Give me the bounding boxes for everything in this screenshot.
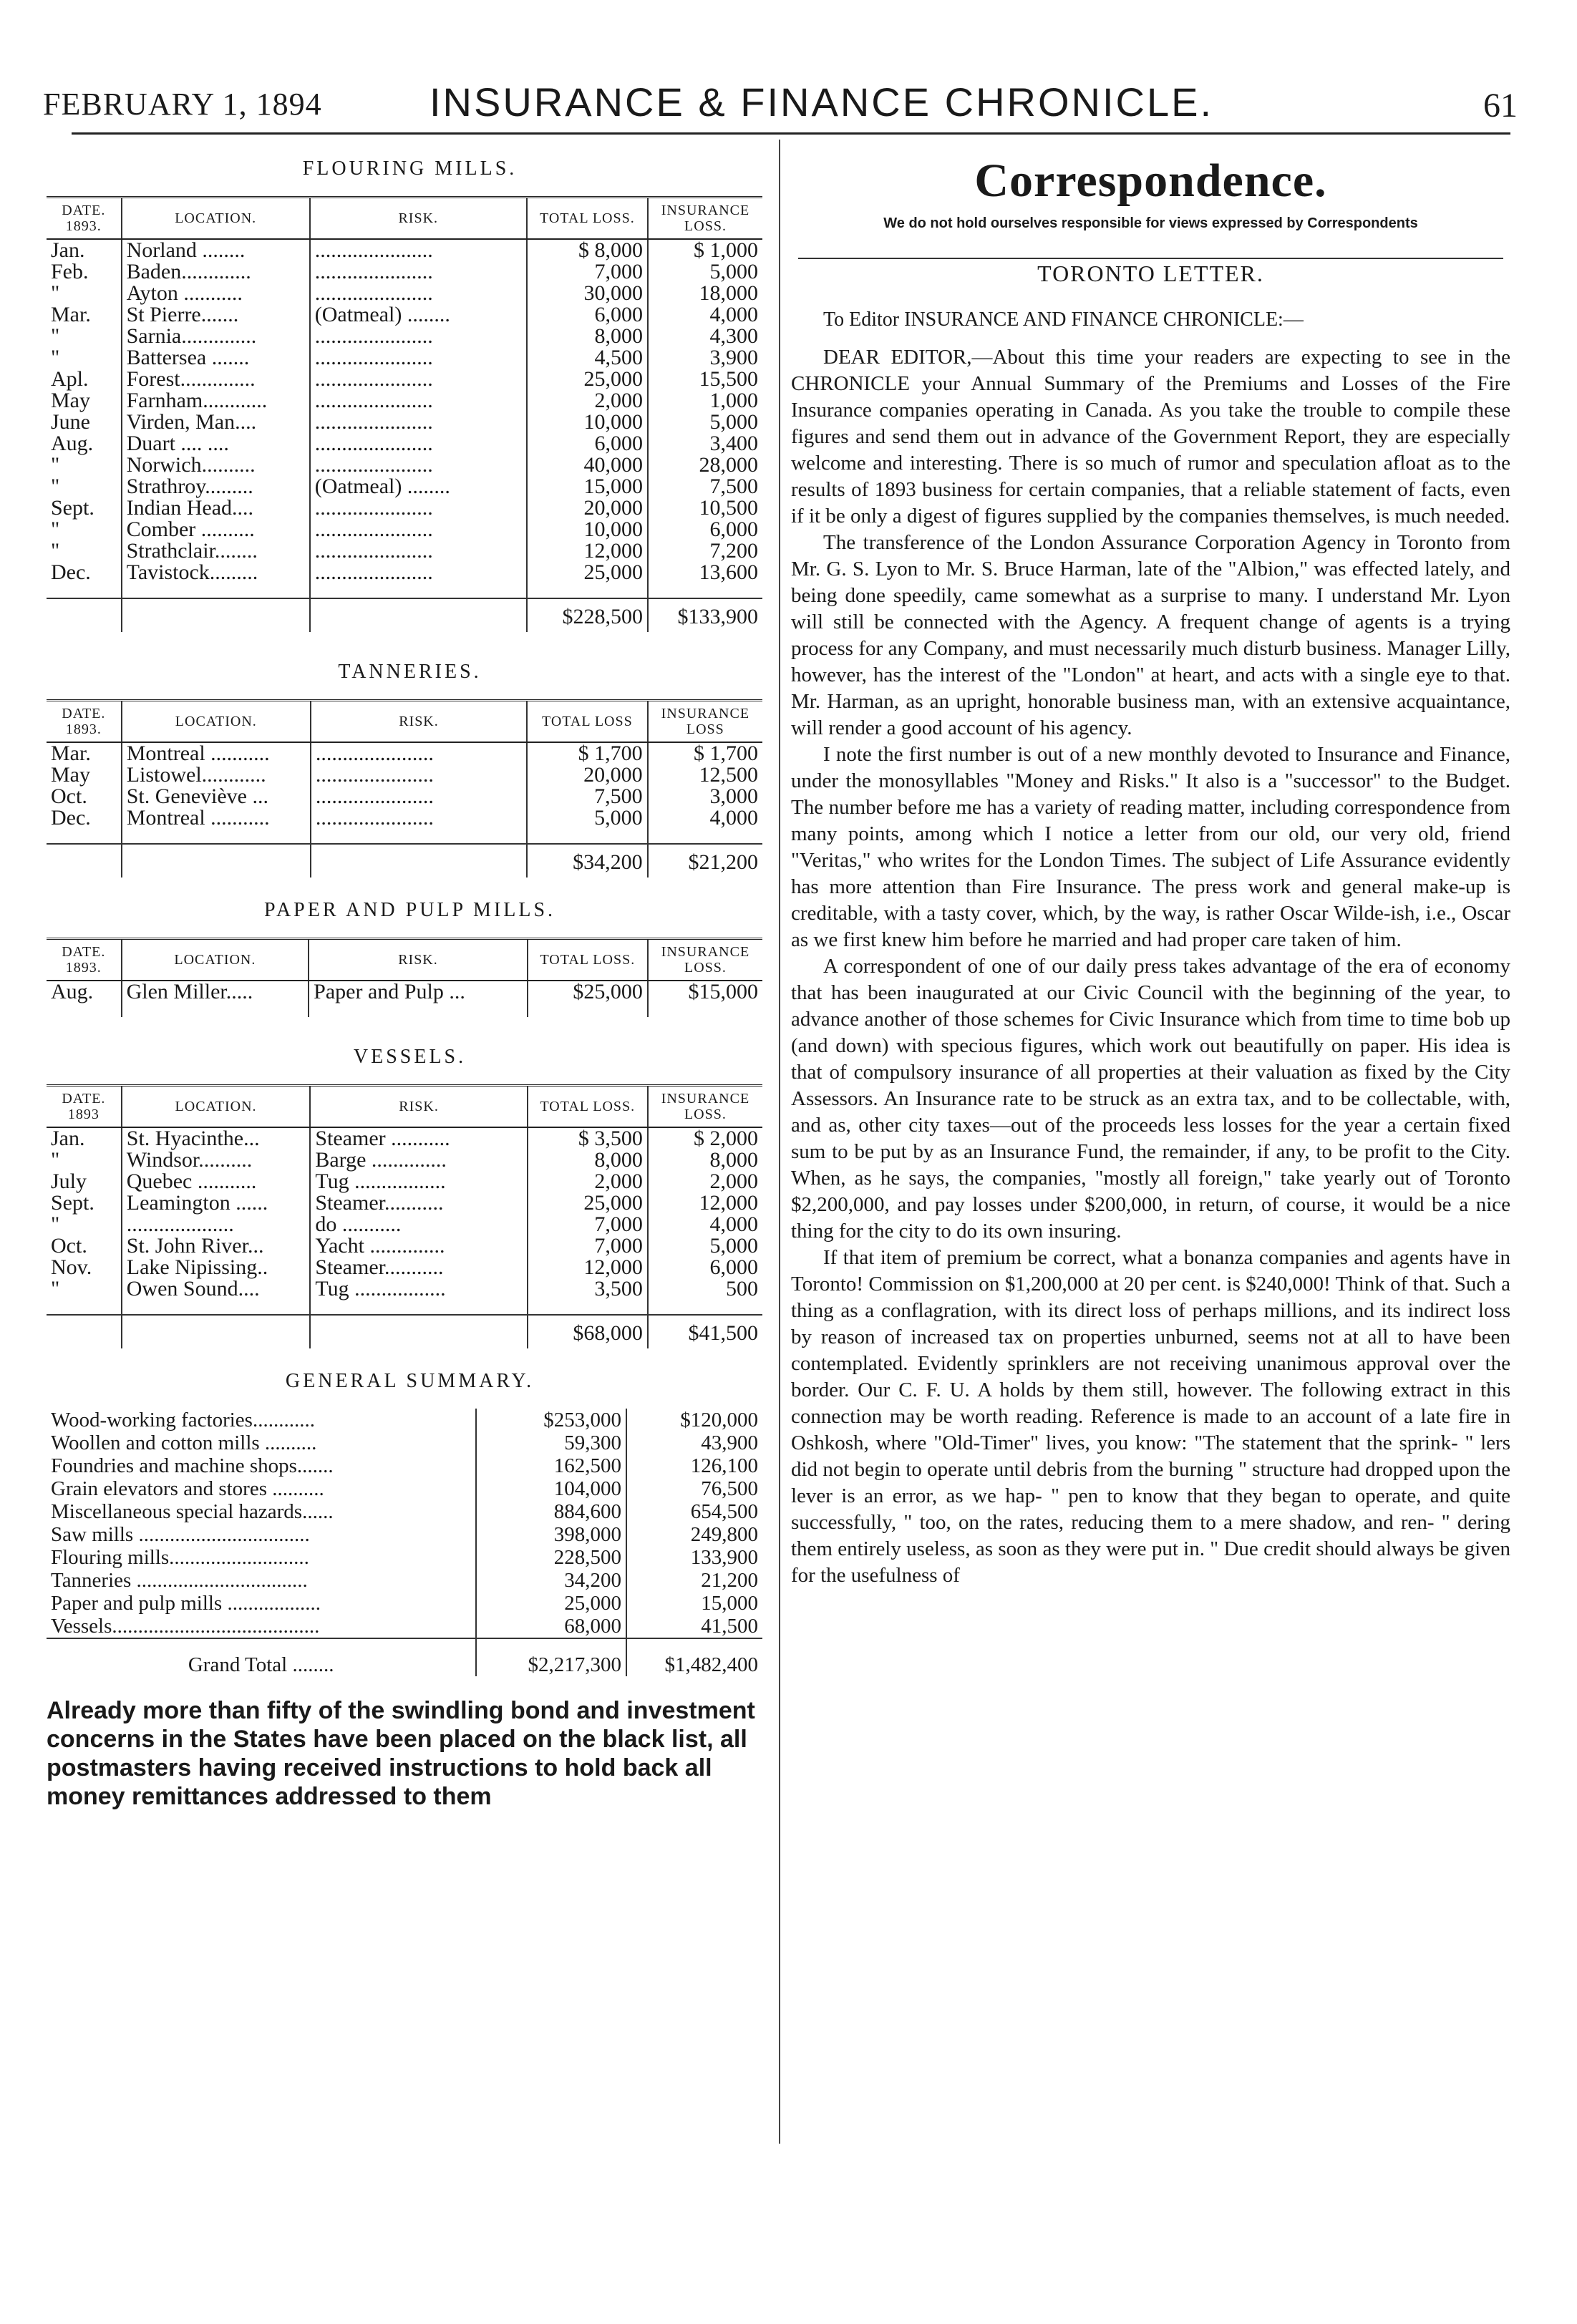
- row-risk: Tug .................: [310, 1278, 527, 1300]
- summary-insurance-loss: 15,000: [701, 1592, 758, 1615]
- row-total-loss: 8,000: [528, 1149, 648, 1171]
- row-total-loss: 25,000: [527, 369, 648, 390]
- table-row: [47, 562, 762, 583]
- row-insurance-loss: 4,000: [709, 1212, 758, 1236]
- summary-category: Flouring mills...........................: [47, 1546, 476, 1569]
- table-row: [47, 390, 762, 412]
- row-risk: Steamer...........: [310, 1257, 527, 1278]
- table-row: [47, 786, 762, 807]
- general-summary-rows: [47, 1409, 762, 1638]
- letter-paragraph: The transference of the London Assurance Corporation Agency in Toronto from Mr. G. S. Lyon to Mr. S. Bruce Harman, late of the "Albion," was effected lately, and being done speedily, came somewhat as a surprise to many. I understand Mr. Lyon will still be connected with the Agency. A frequent change of agents is a trying process for any Company, and must necessarily much disturb business. Manager Lilly, however, has the interest of the "London" at heart, and acts with a single eye to that. Mr. Harman, as an upright, honorable business man, with an extensive acquaintance, will render a good account of his agency.: [791, 531, 1510, 739]
- summary-category: Foundries and machine shops.......: [47, 1454, 476, 1477]
- row-date: ": [47, 1278, 122, 1300]
- row-total-loss: 2,000: [527, 390, 648, 412]
- row-location: Listowel............: [122, 764, 311, 786]
- row-total-loss: 8,000: [527, 326, 648, 347]
- row-total-loss: 12,000: [527, 540, 648, 562]
- table-row: [47, 326, 762, 347]
- row-insurance-loss: 5,000: [709, 1234, 758, 1258]
- row-location: Windsor..........: [122, 1149, 311, 1171]
- row-location: Farnham............: [122, 390, 310, 412]
- row-date: Dec.: [47, 562, 122, 583]
- row-insurance-loss: $15,000: [688, 980, 758, 1003]
- row-risk: ......................: [310, 433, 527, 454]
- letter-paragraph: I note the first number is out of a new monthly devoted to Insurance and Finance, under the monosyllables "Money and Risks." It also is a "successor" to the Budget. The number before me has a variety of reading matter, including correspondence from many points, among which I notice a letter from our old, our very old, friend "Veritas," who writes for the London Times. The subject of Life Assurance evidently has more attention than Fire Insurance. The press work and general make-up is creditable, with a tasty cover, which, by the way, is rather Oscar Wilde-ish, i.e., Oscar as we first knew him before he married and had proper care taken of him.: [791, 743, 1510, 951]
- row-date: ": [47, 326, 122, 347]
- row-total-loss: 20,000: [527, 497, 648, 519]
- summary-row: [47, 1569, 762, 1592]
- table-row: [47, 497, 762, 519]
- row-risk: Steamer ...........: [310, 1127, 527, 1149]
- flouring-mills-title: FLOURING MILLS.: [302, 157, 518, 180]
- letter-title: TORONTO LETTER.: [1037, 261, 1264, 286]
- row-risk: (Oatmeal) ........: [310, 304, 527, 326]
- table-header-row: [47, 701, 762, 743]
- row-risk: Paper and Pulp ...: [309, 981, 528, 1003]
- row-insurance-loss: 28,000: [699, 453, 758, 477]
- divider-rule: [798, 258, 1503, 259]
- row-location: St. John River...: [122, 1235, 311, 1257]
- row-total-loss: 7,000: [528, 1214, 648, 1235]
- row-location: Ayton ...........: [122, 283, 310, 304]
- row-date: Sept.: [47, 1192, 122, 1214]
- table-row: [47, 304, 762, 326]
- row-location: Comber ..........: [122, 519, 310, 540]
- row-total-loss: 10,000: [527, 519, 648, 540]
- table-row: [47, 764, 762, 786]
- table-spacer: [47, 1003, 762, 1017]
- row-total-loss: $ 1,700: [527, 742, 648, 764]
- row-date: Oct.: [47, 786, 122, 807]
- correspondence-disclaimer: We do not hold ourselves responsible for views expressed by Correspondents: [883, 215, 1418, 231]
- letter-salutation: To Editor INSURANCE AND FINANCE CHRONICLE:—: [823, 308, 1304, 331]
- summary-category: Saw mills .................................: [47, 1523, 476, 1546]
- col-header-risk: RISK.: [311, 701, 527, 743]
- row-date: ": [47, 454, 122, 476]
- table-total-row: [47, 1315, 762, 1348]
- summary-total-loss: 59,300: [476, 1431, 626, 1454]
- flouring-mills-rows: [47, 239, 762, 598]
- summary-total-loss: 398,000: [476, 1523, 626, 1546]
- summary-total-loss: 68,000: [476, 1615, 626, 1638]
- row-location: Lake Nipissing..: [122, 1257, 311, 1278]
- summary-category: Paper and pulp mills ..................: [47, 1592, 476, 1615]
- col-header-date: DATE. 1893.: [47, 198, 122, 240]
- row-total-loss: 2,000: [528, 1171, 648, 1192]
- summary-insurance-loss: 654,500: [690, 1500, 758, 1523]
- row-location: Owen Sound....: [122, 1278, 311, 1300]
- row-insurance-loss: 7,500: [709, 475, 758, 498]
- table-row: [47, 239, 762, 261]
- row-risk: Barge ..............: [310, 1149, 527, 1171]
- row-date: ": [47, 540, 122, 562]
- row-risk: Steamer...........: [310, 1192, 527, 1214]
- grand-total-insurance: $1,482,400: [626, 1638, 762, 1676]
- summary-insurance-loss: 43,900: [701, 1431, 758, 1454]
- row-insurance-loss: 15,500: [699, 367, 758, 391]
- row-insurance-loss: $ 2,000: [694, 1127, 758, 1150]
- row-insurance-loss: $ 1,700: [694, 742, 758, 765]
- summary-total-loss: 884,600: [476, 1500, 626, 1523]
- row-location: Leamington ......: [122, 1192, 311, 1214]
- row-insurance-loss: 18,000: [699, 281, 758, 305]
- col-header-location: LOCATION.: [122, 701, 311, 743]
- row-risk: ......................: [311, 742, 527, 764]
- row-risk: ......................: [311, 786, 527, 807]
- col-header-total-loss: TOTAL LOSS: [527, 701, 648, 743]
- table-row: [47, 1235, 762, 1257]
- table-header-row: [47, 1086, 762, 1128]
- row-insurance-loss: 5,000: [709, 410, 758, 434]
- row-total-loss: 12,000: [528, 1257, 648, 1278]
- letter-paragraph: A correspondent of one of our daily press takes advantage of the era of economy that has been inaugurated at our Civic Council with the beginning of the year, to advance another of those schemes for Civic Insurance which from time to time bob up (and down) with specious figures, which work out beautifully on paper. His idea is that of compulsory insurance of all properties at their valuation as fixed by the City Assessors. An Insurance rate to be struck as an extra tax, and to be collectable, with, and as, other city taxes—out of the proceeds less losses for the year a certain fixed sum to be put by as an Insurance Fund, the remainder, if any, to be profit to the City. When, as he says, the companies, "mostly all foreign," take yearly out of Toronto $2,200,000, and pay losses under $200,000, in return, of course, it would be a nice thing for the city to do its own insuring.: [791, 955, 1510, 1243]
- row-total-loss: 7,500: [527, 786, 648, 807]
- col-header-location: LOCATION.: [122, 1086, 311, 1128]
- table-header-row: [47, 198, 762, 240]
- row-date: ": [47, 1214, 122, 1235]
- row-total-loss: 7,000: [527, 261, 648, 283]
- col-header-insurance-loss: INSURANCE LOSS.: [648, 1086, 762, 1128]
- insurance-loss-total: $41,500: [648, 1315, 762, 1348]
- row-location: St. Geneviève ...: [122, 786, 311, 807]
- insurance-loss-total: $133,900: [648, 598, 762, 632]
- vessels-title: VESSELS.: [353, 1046, 467, 1068]
- summary-row: [47, 1615, 762, 1638]
- issue-date: FEBRUARY 1, 1894: [43, 87, 322, 122]
- row-date: Nov.: [47, 1257, 122, 1278]
- summary-category: Tanneries .................................: [47, 1569, 476, 1592]
- row-total-loss: 6,000: [527, 433, 648, 454]
- general-summary-table: [47, 1409, 762, 1676]
- flouring-mills-table: [47, 196, 762, 632]
- paper-mills-title: PAPER AND PULP MILLS.: [263, 899, 556, 921]
- row-date: ": [47, 476, 122, 497]
- table-spacer: [47, 1300, 762, 1315]
- summary-row: [47, 1409, 762, 1431]
- row-location: ....................: [122, 1214, 311, 1235]
- grand-total-value: $2,217,300: [476, 1638, 626, 1676]
- row-date: ": [47, 519, 122, 540]
- row-location: Norwich..........: [122, 454, 310, 476]
- table-row: [47, 412, 762, 433]
- summary-row: [47, 1592, 762, 1615]
- row-location: Glen Miller.....: [122, 981, 309, 1003]
- row-risk: ......................: [310, 519, 527, 540]
- table-spacer: [47, 829, 762, 844]
- total-loss: $68,000: [528, 1315, 648, 1348]
- row-total-loss: $25,000: [528, 981, 648, 1003]
- row-risk: ......................: [310, 261, 527, 283]
- row-date: Aug.: [47, 981, 122, 1003]
- col-header-location: LOCATION.: [122, 198, 310, 240]
- page-number: 61: [1483, 87, 1518, 125]
- row-insurance-loss: 6,000: [709, 517, 758, 541]
- row-location: Baden.............: [122, 261, 310, 283]
- col-header-total-loss: TOTAL LOSS.: [528, 1086, 648, 1128]
- table-row: [47, 519, 762, 540]
- row-insurance-loss: 12,000: [699, 1191, 758, 1215]
- table-total-row: [47, 844, 762, 877]
- row-date: ": [47, 1149, 122, 1171]
- row-total-loss: 10,000: [527, 412, 648, 433]
- col-header-date: DATE. 1893.: [47, 939, 122, 981]
- table-row: [47, 742, 762, 764]
- row-insurance-loss: 4,000: [709, 806, 758, 830]
- left-column: [47, 143, 773, 1811]
- total-loss: $228,500: [527, 598, 648, 632]
- table-spacer: [47, 583, 762, 598]
- grand-total-label: Grand Total ........: [47, 1638, 476, 1676]
- row-insurance-loss: 500: [726, 1277, 758, 1300]
- row-risk: ......................: [310, 412, 527, 433]
- row-date: Jan.: [47, 239, 122, 261]
- row-risk: ......................: [310, 326, 527, 347]
- row-risk: ......................: [310, 454, 527, 476]
- row-insurance-loss: 7,200: [709, 539, 758, 563]
- row-location: Montreal ...........: [122, 807, 311, 829]
- row-insurance-loss: 6,000: [709, 1255, 758, 1279]
- summary-category: Miscellaneous special hazards......: [47, 1500, 476, 1523]
- summary-category: Wood-working factories............: [47, 1409, 476, 1431]
- summary-row: [47, 1454, 762, 1477]
- col-header-insurance-loss: INSURANCE LOSS.: [648, 198, 762, 240]
- row-total-loss: 3,500: [528, 1278, 648, 1300]
- col-header-total-loss: TOTAL LOSS.: [527, 198, 648, 240]
- summary-total-loss: 34,200: [476, 1569, 626, 1592]
- column-divider: [779, 140, 780, 2144]
- table-total-row: [47, 598, 762, 632]
- table-row: [47, 540, 762, 562]
- row-location: Battersea .......: [122, 347, 310, 369]
- table-row: [47, 369, 762, 390]
- paper-mills-rows: [47, 981, 762, 1017]
- row-date: July: [47, 1171, 122, 1192]
- vessels-table: [47, 1084, 762, 1348]
- row-insurance-loss: 3,900: [709, 346, 758, 369]
- col-header-risk: RISK.: [310, 1086, 527, 1128]
- row-insurance-loss: 8,000: [709, 1148, 758, 1172]
- insurance-loss-total: $21,200: [648, 844, 762, 877]
- col-header-insurance-loss: INSURANCE LOSS: [648, 701, 762, 743]
- tanneries-rows: [47, 742, 762, 844]
- row-total-loss: 25,000: [527, 562, 648, 583]
- row-risk: do ...........: [310, 1214, 527, 1235]
- row-location: St. Hyacinthe...: [122, 1127, 311, 1149]
- row-date: ": [47, 347, 122, 369]
- row-date: Oct.: [47, 1235, 122, 1257]
- row-date: Aug.: [47, 433, 122, 454]
- table-row: [47, 1171, 762, 1192]
- summary-insurance-loss: 126,100: [690, 1454, 758, 1477]
- row-insurance-loss: 12,500: [699, 763, 758, 787]
- col-header-risk: RISK.: [310, 198, 527, 240]
- row-insurance-loss: $ 1,000: [694, 238, 758, 262]
- table-row: [47, 1278, 762, 1300]
- row-risk: ......................: [310, 562, 527, 583]
- row-total-loss: 6,000: [527, 304, 648, 326]
- table-row: [47, 347, 762, 369]
- row-risk: ......................: [311, 764, 527, 786]
- row-location: Strathclair........: [122, 540, 310, 562]
- row-date: Feb.: [47, 261, 122, 283]
- row-total-loss: 15,000: [527, 476, 648, 497]
- summary-insurance-loss: $120,000: [680, 1409, 758, 1431]
- table-row: [47, 454, 762, 476]
- summary-insurance-loss: 133,900: [690, 1546, 758, 1569]
- row-location: Strathroy.........: [122, 476, 310, 497]
- summary-category: Grain elevators and stores ..........: [47, 1477, 476, 1500]
- row-insurance-loss: 3,400: [709, 432, 758, 455]
- letter-paragraph: If that item of premium be correct, what a bonanza companies and agents have in Toronto! Commission on $1,200,000 at 20 per cent. is $240,000! Think of that. Such a thing as a conflagration, with its direct loss of perhaps millions, and its indirect loss by reason of increased tax on properties unburned, seems not at all to have been contemplated. Evidently sprinklers are not receiving unanimous approval over the border. Our C. F. U. A holds by them still, however. The following extract in this connection may be worth reading. Reference is made to an account of a late fire in Oshkosh, where "Old-Timer" lives, you know: "The statement that the sprink- " lers did not begin to operate until debris from the burning " structure had dropped upon the lever is an error, as we hap- " pen to know that they began to operate, and quite successfully, " too, on the rates, reducing them to a mere shadow, and ren- " dering them entirely useless, as soon as they were put in. " Due credit should always be given for the usefulness of: [791, 1246, 1510, 1587]
- row-date: June: [47, 412, 122, 433]
- row-date: Sept.: [47, 497, 122, 519]
- table-row: [47, 981, 762, 1003]
- col-header-date: DATE. 1893.: [47, 701, 122, 743]
- row-insurance-loss: 1,000: [709, 389, 758, 412]
- row-insurance-loss: 2,000: [709, 1170, 758, 1193]
- row-total-loss: $ 8,000: [527, 239, 648, 261]
- paper-mills-table: [47, 938, 762, 1017]
- row-risk: ......................: [310, 390, 527, 412]
- row-risk: ......................: [310, 369, 527, 390]
- table-row: [47, 261, 762, 283]
- row-total-loss: 30,000: [527, 283, 648, 304]
- row-insurance-loss: 4,300: [709, 324, 758, 348]
- row-location: Montreal ...........: [122, 742, 311, 764]
- row-total-loss: 25,000: [528, 1192, 648, 1214]
- col-header-location: LOCATION.: [122, 939, 309, 981]
- row-risk: ......................: [310, 540, 527, 562]
- row-total-loss: 5,000: [527, 807, 648, 829]
- summary-total-loss: 228,500: [476, 1546, 626, 1569]
- row-total-loss: 4,500: [527, 347, 648, 369]
- row-date: Mar.: [47, 304, 122, 326]
- correspondence-heading: Correspondence.: [974, 155, 1327, 207]
- letter-paragraph: DEAR EDITOR,—About this time your readers are expecting to see in the CHRONICLE your Annual Summary of the Premiums and Losses of the Fire Insurance companies operating in Canada. As you take the trouble to compile these figures and send them out in advance of the Government Report, they are especially welcome and interesting. There is so much of rumor and speculation afloat as to the results of 1893 business for certain companies, that a reliable statement of facts, even if it be only a digest of figures supplied by the companies themselves, is much needed.: [791, 346, 1510, 527]
- col-header-risk: RISK.: [309, 939, 528, 981]
- table-row: [47, 476, 762, 497]
- total-loss: $34,200: [527, 844, 648, 877]
- row-location: Quebec ...........: [122, 1171, 311, 1192]
- row-risk: ......................: [310, 239, 527, 261]
- row-date: May: [47, 390, 122, 412]
- row-date: Jan.: [47, 1127, 122, 1149]
- row-date: Mar.: [47, 742, 122, 764]
- summary-insurance-loss: 21,200: [701, 1569, 758, 1592]
- row-risk: ......................: [310, 347, 527, 369]
- right-column: [791, 143, 1510, 1589]
- header-rule: [72, 132, 1510, 135]
- summary-row: [47, 1546, 762, 1569]
- col-header-date: DATE. 1893: [47, 1086, 122, 1128]
- grand-total-row: [47, 1638, 762, 1676]
- row-risk: Tug .................: [310, 1171, 527, 1192]
- row-risk: ......................: [311, 807, 527, 829]
- row-insurance-loss: 13,600: [699, 560, 758, 584]
- row-total-loss: 20,000: [527, 764, 648, 786]
- col-header-total-loss: TOTAL LOSS.: [528, 939, 648, 981]
- letter-body: [791, 344, 1510, 1589]
- page-header: [43, 72, 1518, 125]
- summary-row: [47, 1477, 762, 1500]
- table-row: [47, 1149, 762, 1171]
- row-date: May: [47, 764, 122, 786]
- row-risk: ......................: [310, 497, 527, 519]
- summary-total-loss: 104,000: [476, 1477, 626, 1500]
- row-date: Dec.: [47, 807, 122, 829]
- row-insurance-loss: 3,000: [709, 784, 758, 808]
- summary-insurance-loss: 249,800: [690, 1523, 758, 1546]
- row-date: ": [47, 283, 122, 304]
- tanneries-title: TANNERIES.: [338, 661, 482, 683]
- summary-row: [47, 1523, 762, 1546]
- table-row: [47, 1127, 762, 1149]
- row-insurance-loss: 5,000: [709, 260, 758, 283]
- summary-category: Vessels........................................: [47, 1615, 476, 1638]
- table-row: [47, 433, 762, 454]
- row-risk: ......................: [310, 283, 527, 304]
- row-total-loss: $ 3,500: [528, 1127, 648, 1149]
- row-date: Apl.: [47, 369, 122, 390]
- summary-total-loss: 162,500: [476, 1454, 626, 1477]
- table-row: [47, 1257, 762, 1278]
- summary-row: [47, 1431, 762, 1454]
- row-risk: Yacht ..............: [310, 1235, 527, 1257]
- row-location: Duart .... ....: [122, 433, 310, 454]
- row-location: Virden, Man....: [122, 412, 310, 433]
- row-location: Indian Head....: [122, 497, 310, 519]
- table-row: [47, 1192, 762, 1214]
- row-location: Norland ........: [122, 239, 310, 261]
- table-row: [47, 1214, 762, 1235]
- row-total-loss: 7,000: [528, 1235, 648, 1257]
- summary-total-loss: 25,000: [476, 1592, 626, 1615]
- table-row: [47, 807, 762, 829]
- row-insurance-loss: 10,500: [699, 496, 758, 520]
- summary-category: Woollen and cotton mills ..........: [47, 1431, 476, 1454]
- black-list-notice: Already more than fifty of the swindling bond and investment concerns in the States have been placed on the black list, all postmasters having received instructions to hold back all money remittances addressed to them: [47, 1697, 755, 1810]
- general-summary-title: GENERAL SUMMARY.: [285, 1370, 535, 1392]
- table-row: [47, 283, 762, 304]
- summary-insurance-loss: 41,500: [701, 1615, 758, 1638]
- table-header-row: [47, 939, 762, 981]
- row-location: St Pierre.......: [122, 304, 310, 326]
- row-risk: (Oatmeal) ........: [310, 476, 527, 497]
- publication-title: INSURANCE & FINANCE CHRONICLE.: [430, 79, 1214, 125]
- summary-row: [47, 1500, 762, 1523]
- vessels-rows: [47, 1127, 762, 1315]
- row-location: Tavistock.........: [122, 562, 310, 583]
- summary-total-loss: $253,000: [476, 1409, 626, 1431]
- row-insurance-loss: 4,000: [709, 303, 758, 326]
- summary-insurance-loss: 76,500: [701, 1477, 758, 1500]
- row-location: Forest..............: [122, 369, 310, 390]
- row-total-loss: 40,000: [527, 454, 648, 476]
- tanneries-table: [47, 699, 762, 877]
- col-header-insurance-loss: INSURANCE LOSS.: [648, 939, 762, 981]
- row-location: Sarnia..............: [122, 326, 310, 347]
